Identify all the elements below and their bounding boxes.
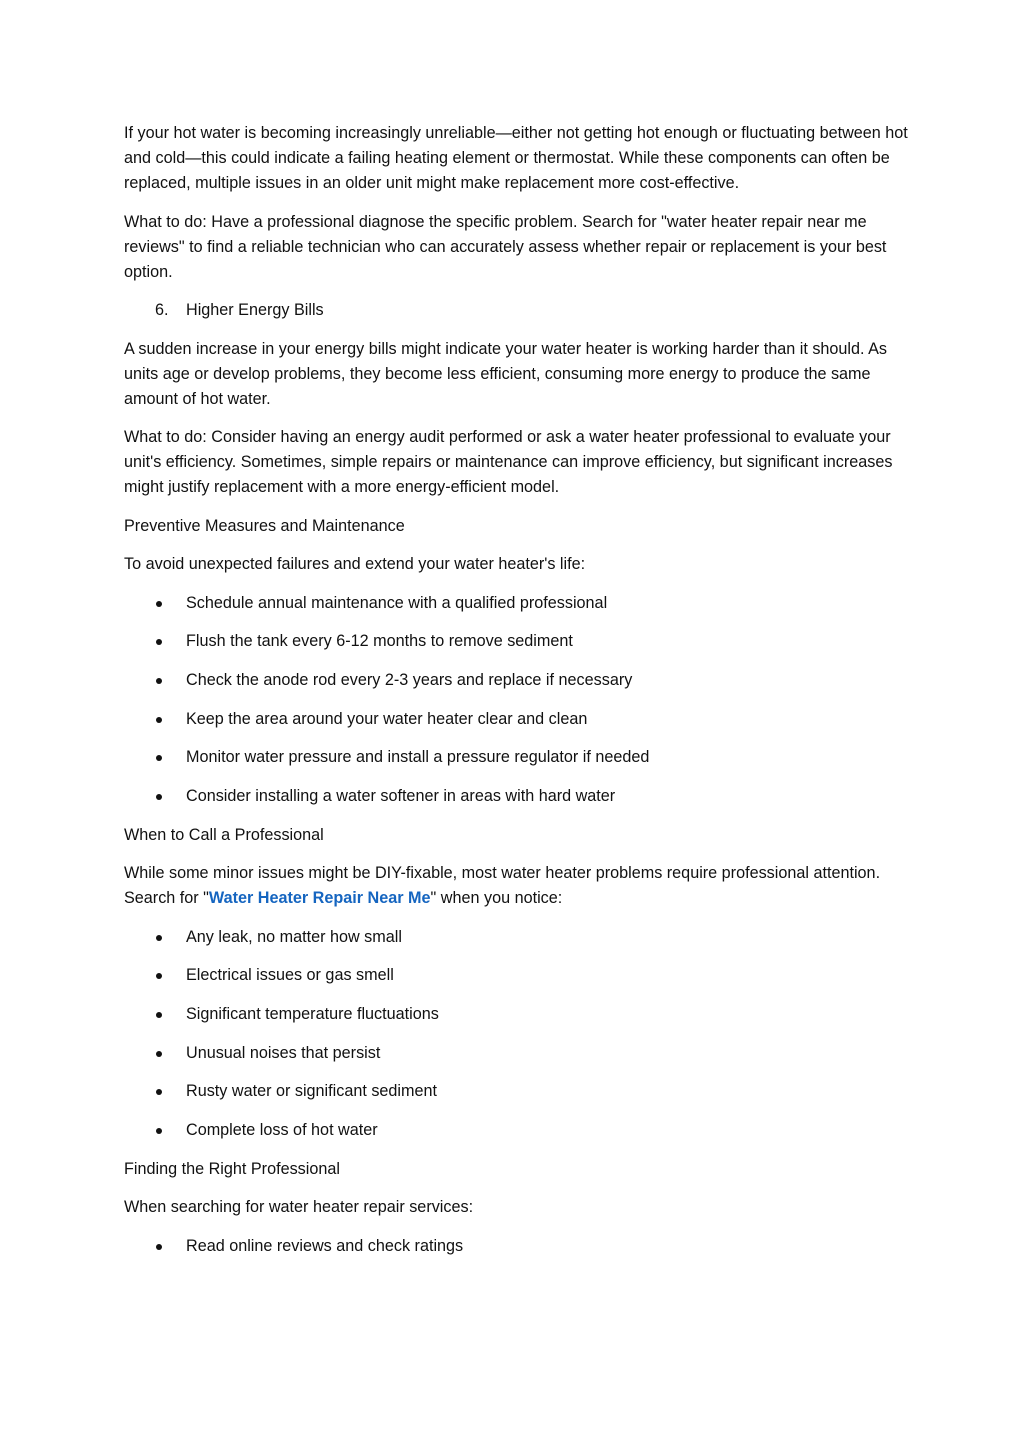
water-heater-repair-link[interactable]: Water Heater Repair Near Me: [208, 889, 431, 908]
bullet-icon: [156, 717, 162, 723]
list-item: [124, 668, 914, 693]
bullet-icon: [156, 1244, 162, 1250]
list-item-text: Complete loss of hot water: [186, 1121, 378, 1140]
list-number: 6.: [155, 301, 169, 319]
paragraph-diy-fixable: [124, 861, 914, 911]
list-item: [124, 1079, 914, 1104]
list-item: [124, 784, 914, 809]
maintenance-list: [124, 591, 914, 809]
document-page: [124, 121, 914, 1272]
bullet-icon: [156, 755, 162, 761]
finding-list: [124, 1234, 914, 1259]
numbered-item-higher-energy-bills: [124, 298, 914, 323]
list-item-text: Consider installing a water softener in areas with hard water: [186, 786, 616, 805]
call-signs-list: [124, 925, 914, 1143]
bullet-icon: [156, 1089, 162, 1095]
list-item-text: Electrical issues or gas smell: [186, 966, 394, 985]
list-item: [124, 963, 914, 988]
list-item: [124, 707, 914, 732]
list-item: [124, 1118, 914, 1143]
list-item: [124, 925, 914, 950]
bullet-icon: [156, 601, 162, 607]
list-item-text: Unusual noises that persist: [186, 1043, 381, 1062]
bullet-icon: [156, 678, 162, 684]
bullet-icon: [156, 1012, 162, 1018]
paragraph-text-after-link: " when you notice:: [430, 889, 563, 908]
bullet-icon: [156, 1128, 162, 1134]
numbered-item-label: Higher Energy Bills: [186, 301, 324, 319]
list-item: [124, 1041, 914, 1066]
paragraph-text-before-link: While some minor issues might be DIY-fixable, most water heater problems require professional attention. Search for ": [124, 864, 881, 908]
paragraph-hot-water-reliability: If your hot water is becoming increasingly unreliable—either not getting hot enough or fluctuating between hot and cold—this could indicate a failing heating element or thermostat. While these components can often be replaced, multiple issues in an older unit might make replacement more cost-effective.: [124, 124, 908, 192]
list-item: [124, 629, 914, 654]
heading-preventive-measures: Preventive Measures and Maintenance: [124, 516, 405, 535]
list-item: [124, 1002, 914, 1027]
bullet-icon: [156, 1051, 162, 1057]
list-item-text: Rusty water or significant sediment: [186, 1082, 438, 1101]
paragraph-when-searching: When searching for water heater repair services:: [124, 1198, 474, 1217]
paragraph-what-to-do-energy-audit: What to do: Consider having an energy audit performed or ask a water heater professional to evaluate your unit's efficiency. Sometimes, simple repairs or maintenance can improve efficiency, but significant increases might justify replacement with a more energy-efficient model.: [124, 428, 893, 496]
list-item: [124, 591, 914, 616]
list-item-text: Any leak, no matter how small: [186, 927, 402, 946]
list-item-text: Monitor water pressure and install a pressure regulator if needed: [186, 748, 650, 767]
list-item-text: Check the anode rod every 2-3 years and replace if necessary: [186, 670, 633, 689]
paragraph-energy-bills: A sudden increase in your energy bills might indicate your water heater is working harder than it should. As units age or develop problems, they become less efficient, consuming more energy to produce the same amount of hot water.: [124, 339, 888, 408]
bullet-icon: [156, 973, 162, 979]
bullet-icon: [156, 639, 162, 645]
paragraph-what-to-do-diagnose: What to do: Have a professional diagnose the specific problem. Search for "water heater repair near me reviews" to find a reliable technician who can accurately assess whether repair or replacement is your best option.: [124, 212, 887, 281]
list-item-text: Read online reviews and check ratings: [186, 1236, 464, 1255]
heading-finding-professional: Finding the Right Professional: [124, 1159, 340, 1178]
bullet-icon: [156, 794, 162, 800]
list-item: [124, 1234, 914, 1259]
bullet-icon: [156, 935, 162, 941]
list-item-text: Significant temperature fluctuations: [186, 1005, 439, 1023]
list-item-text: Keep the area around your water heater clear and clean: [186, 709, 588, 728]
list-item-text: Schedule annual maintenance with a qualified professional: [186, 593, 608, 612]
heading-when-to-call: When to Call a Professional: [124, 825, 324, 844]
list-item-text: Flush the tank every 6-12 months to remove sediment: [186, 632, 573, 651]
list-item: [124, 745, 914, 770]
paragraph-avoid-failures: To avoid unexpected failures and extend your water heater's life:: [124, 555, 586, 573]
